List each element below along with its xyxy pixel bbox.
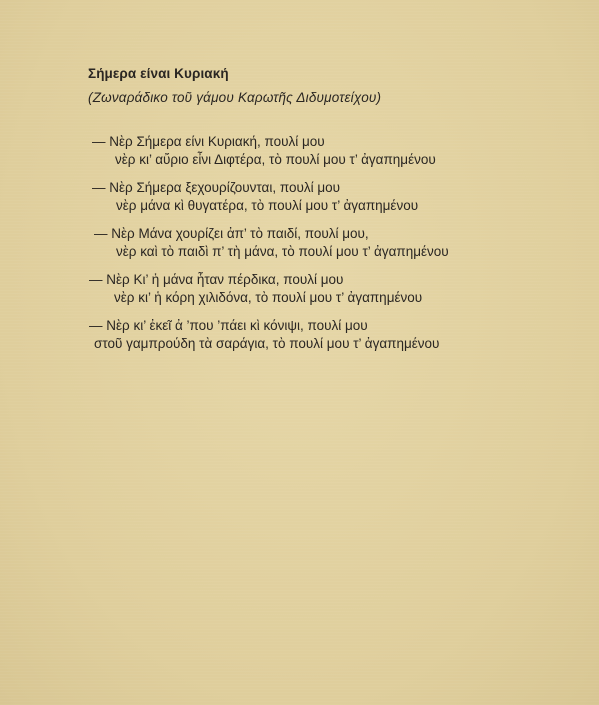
stanza: [88, 225, 568, 271]
poem-title: Σήμερα είναι Κυριακή: [88, 66, 229, 81]
stanza: [88, 179, 568, 225]
stanza-line: — Νὲρ Σήμερα είνι Κυριακή, πουλί μου: [92, 134, 325, 149]
stanza-line: — Νὲρ Μάνα χουρίζει ἀπ’ τὸ παιδί, πουλί μου,: [94, 226, 369, 241]
stanza-line: — Νὲρ Κι’ ἡ μάνα ἦταν πέρδικα, πουλί μου: [89, 272, 344, 287]
stanza: [88, 271, 568, 317]
stanza-line: νὲρ μάνα κὶ θυγατέρα, τὸ πουλί μου τ’ ἀγαπημένου: [116, 198, 419, 213]
stanza-line: νὲρ κι’ ἡ κόρη χιλιδόνα, τὸ πουλί μου τ’ ἀγαπημένου: [114, 290, 423, 305]
stanza: [88, 133, 568, 179]
stanza: [88, 317, 568, 363]
poem-body: [88, 133, 568, 363]
poem-subtitle: (Ζωναράδικο τοῦ γάμου Καρωτῆς Διδυμοτείχου): [88, 90, 382, 105]
stanza-line: — Νὲρ Σήμερα ξεχουρίζουνται, πουλί μου: [92, 180, 341, 195]
stanza-line: νὲρ καὶ τὸ παιδὶ π’ τὴ μάνα, τὸ πουλί μου τ’ ἀγαπημένου: [116, 244, 449, 259]
stanza-line: στοῦ γαμπρούδη τὰ σαράγια, τὸ πουλί μου τ’ ἀγαπημένου: [94, 336, 440, 351]
stanza-line: — Νὲρ κι’ ἐκεῖ ἀ ’που ’πάει κὶ κόνιψι, πουλί μου: [89, 318, 368, 333]
stanza-line: νὲρ κι’ αὔριο εἶνι Διφτέρα, τὸ πουλί μου τ’ ἀγαπημένου: [115, 152, 436, 167]
